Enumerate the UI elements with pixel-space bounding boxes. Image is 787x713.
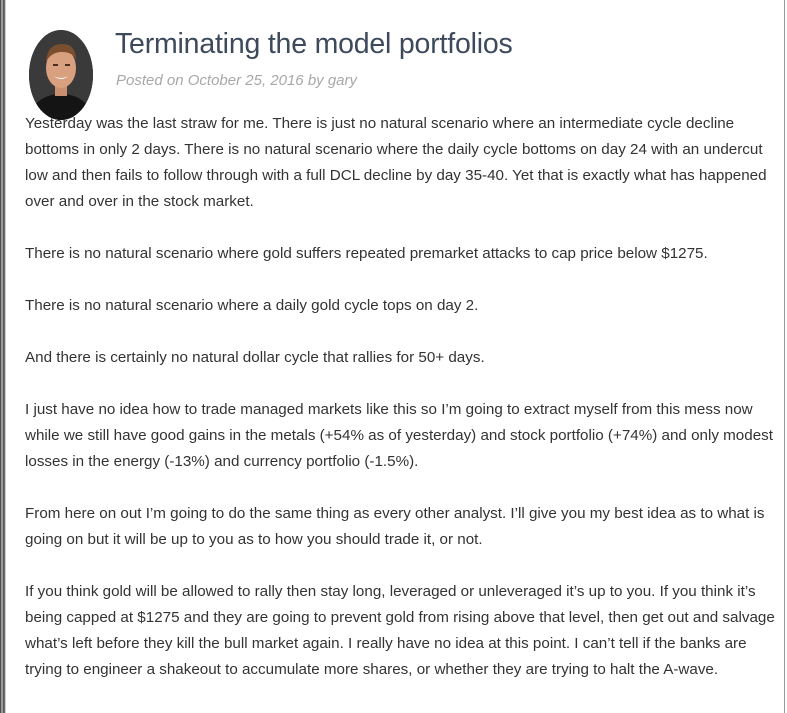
post-title[interactable]: Terminating the model portfolios	[115, 28, 513, 60]
post-date-link[interactable]: October 25, 2016	[187, 72, 304, 89]
paragraph: There is no natural scenario where a daily gold cycle tops on day 2.	[25, 297, 479, 314]
paragraph: I just have no idea how to trade managed markets like this so I’m going to extract myself from this mess now while we still have good gains in the metals (+54% as of yesterday) and stock portfolio (+74%) and only modest losses in the energy (-13%) and currency portfolio (-1.5%).	[25, 401, 773, 470]
posted-on-label: Posted on	[116, 72, 184, 89]
post-meta	[116, 72, 357, 89]
paragraph: And there is certainly no natural dollar cycle that rallies for 50+ days.	[25, 349, 485, 366]
author-portrait-icon	[29, 30, 93, 120]
author-link[interactable]: gary	[327, 72, 358, 89]
by-label: by	[307, 72, 324, 89]
paragraph: Yesterday was the last straw for me. There is just no natural scenario where an intermediate cycle decline bottoms in only 2 days. There is no natural scenario where the daily cycle bottoms on day 24 with an undercut low and then fails to follow through with a full DCL decline by day 35-40. Yet that is exactly what has happened over and over in the stock market.	[25, 115, 767, 210]
paragraph: There is no natural scenario where gold suffers repeated premarket attacks to cap price below $1275.	[25, 245, 708, 262]
post-content	[25, 111, 777, 709]
author-avatar	[29, 30, 93, 120]
paragraph: From here on out I’m going to do the same thing as every other analyst. I’ll give you my best idea as to what is going on but it will be up to you as to how you should trade it, or not.	[25, 505, 765, 548]
post-page	[6, 0, 785, 713]
paragraph: If you think gold will be allowed to rally then stay long, leveraged or unleveraged it’s up to you. If you think it’s being capped at $1275 and they are going to prevent gold from rising above that level, then get out and salvage what’s left before they kill the bull market again. I really have no idea at this point. I can’t tell if the banks are trying to engineer a shakeout to accumulate more shares, or whether they are trying to halt the A-wave.	[25, 583, 775, 678]
